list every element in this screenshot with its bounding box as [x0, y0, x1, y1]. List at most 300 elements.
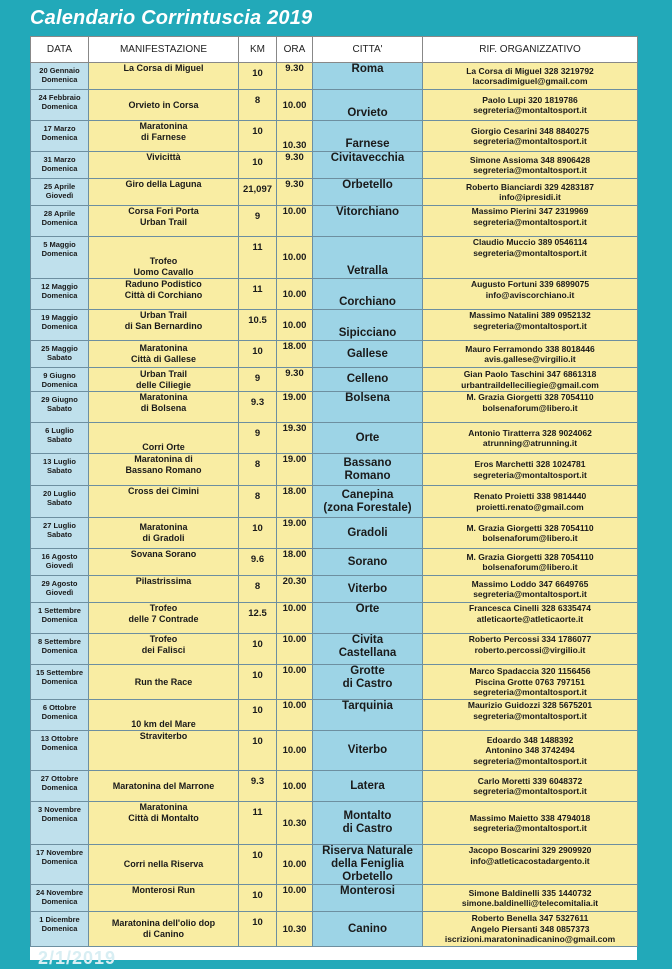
- event-cell: [89, 454, 239, 486]
- city-cell: [313, 90, 423, 121]
- cell-line: M. Grazia Giorgetti 328 7054110: [466, 551, 594, 562]
- cell-line: Eros Marchetti 328 1024781: [474, 459, 586, 469]
- cell-line: Domenica: [41, 712, 78, 721]
- cell-line: Bassano Romano: [125, 465, 202, 475]
- cell-line: Corsa Fori Porta: [128, 206, 199, 216]
- organizer-cell: [423, 121, 638, 152]
- cell-line: Orvieto in Corsa: [128, 99, 199, 110]
- km-cell: 8: [239, 486, 277, 518]
- date-cell: [31, 121, 89, 152]
- date-cell: [31, 634, 89, 665]
- date-cell: [31, 368, 89, 392]
- cell-line: Sabato: [46, 498, 72, 507]
- table-row: [31, 576, 638, 603]
- event-cell: [89, 90, 239, 121]
- cell-line: Corri Orte: [142, 442, 185, 452]
- cell-line: Urban Trail: [139, 310, 187, 320]
- cell-line: Romano: [344, 469, 391, 482]
- cell-line: segreteria@montaltosport.it: [473, 247, 587, 258]
- organizer-cell: [423, 603, 638, 634]
- date-cell: [31, 341, 89, 368]
- km-cell: 10: [239, 341, 277, 368]
- city-cell: [313, 423, 423, 454]
- cell-line: 1 Settembre: [38, 606, 81, 615]
- cell-line: Jacopo Boscarini 329 2909920: [468, 845, 592, 855]
- header-organizer: RIF. ORGANIZZATIVO: [423, 37, 638, 63]
- cell-line: Edoardo 348 1488392: [486, 734, 574, 745]
- cell-line: segreteria@montaltosport.it: [473, 786, 587, 796]
- cell-line: Latera: [350, 779, 385, 792]
- table-row: [31, 341, 638, 368]
- cell-line: Canepina: [341, 488, 394, 501]
- city-cell: [313, 731, 423, 771]
- cell-line: Domenica: [41, 783, 78, 792]
- cell-line: Bassano: [343, 456, 392, 469]
- date-cell: [31, 423, 89, 454]
- cell-line: Sipicciano: [338, 327, 397, 339]
- cell-line: Domenica: [41, 814, 78, 823]
- km-cell: 8: [239, 454, 277, 486]
- cell-line: proietti.renato@gmail.com: [476, 501, 584, 512]
- cell-line: Farnese: [345, 138, 390, 150]
- table-row: [31, 392, 638, 423]
- header-row: [31, 37, 638, 63]
- cell-line: Maratonina dell'olio dop: [111, 918, 216, 928]
- organizer-cell: [423, 392, 638, 423]
- cell-line: Domenica: [41, 75, 78, 84]
- event-cell: [89, 206, 239, 237]
- cell-line: segreteria@montaltosport.it: [473, 216, 587, 227]
- cell-line: Augusto Fortuni 339 6899075: [470, 279, 590, 289]
- organizer-cell: [423, 845, 638, 885]
- cell-line: dei Falisci: [141, 645, 186, 655]
- cell-line: lacorsadimiguel@gmail.com: [472, 76, 588, 86]
- cell-line: Domenica: [41, 743, 78, 752]
- cell-line: segreteria@montaltosport.it: [473, 710, 587, 721]
- cell-line: (zona Forestale): [323, 501, 412, 514]
- cell-line: iscrizioni.maratoninadicanino@gmail.com: [444, 934, 616, 945]
- cell-line: Simone Assioma 348 8906428: [469, 154, 591, 165]
- organizer-cell: [423, 423, 638, 454]
- time-cell: 9.30: [277, 368, 313, 392]
- cell-line: Giovedì: [45, 561, 74, 570]
- cell-line: Sabato: [46, 530, 72, 539]
- time-cell: 10.00: [277, 603, 313, 634]
- cell-line: di Castro: [342, 678, 393, 690]
- cell-line: Vetralla: [347, 265, 388, 277]
- date-cell: [31, 912, 89, 947]
- date-cell: [31, 454, 89, 486]
- organizer-cell: [423, 549, 638, 576]
- city-cell: [313, 634, 423, 665]
- date-cell: [31, 576, 89, 603]
- time-cell: 10.00: [277, 90, 313, 121]
- calendar-sheet: [30, 36, 637, 960]
- cell-line: Vitorchiano: [335, 206, 400, 218]
- date-cell: [31, 771, 89, 802]
- km-cell: 11: [239, 802, 277, 845]
- organizer-cell: [423, 237, 638, 279]
- cell-line: Giro della Laguna: [125, 179, 202, 189]
- footer-date: 2/1/2019: [38, 948, 117, 968]
- km-cell: 10: [239, 885, 277, 912]
- event-cell: [89, 368, 239, 392]
- cell-line: urbantraildelleciliegie@gmail.com: [461, 379, 599, 390]
- table-row: [31, 700, 638, 731]
- cell-line: Viterbo: [347, 582, 388, 595]
- cell-line: Maratonina: [139, 522, 188, 532]
- cell-line: 24 Febbraio: [38, 93, 81, 102]
- table-row: [31, 603, 638, 634]
- event-cell: [89, 845, 239, 885]
- cell-line: delle 7 Contrade: [128, 614, 199, 624]
- event-cell: [89, 152, 239, 179]
- cell-line: bolsenaforum@libero.it: [482, 562, 578, 572]
- km-cell: 9: [239, 423, 277, 454]
- cell-line: segreteria@montaltosport.it: [473, 469, 587, 480]
- city-cell: [313, 206, 423, 237]
- cell-line: Domenica: [41, 857, 78, 866]
- cell-line: Trofeo: [149, 634, 178, 644]
- cell-line: Corchiano: [339, 296, 396, 308]
- date-cell: [31, 90, 89, 121]
- cell-line: Massimo Loddo 347 6649765: [471, 578, 589, 589]
- organizer-cell: [423, 700, 638, 731]
- cell-line: info@aviscorchiano.it: [485, 289, 575, 300]
- table-row: [31, 237, 638, 279]
- city-cell: [313, 179, 423, 206]
- time-cell: 18.00: [277, 486, 313, 518]
- cell-line: Domenica: [41, 380, 78, 389]
- date-cell: [31, 845, 89, 885]
- table-row: [31, 885, 638, 912]
- organizer-cell: [423, 454, 638, 486]
- cell-line: 29 Agosto: [41, 579, 78, 588]
- table-row: [31, 731, 638, 771]
- cell-line: Roberto Percossi 334 1786077: [468, 634, 592, 644]
- time-cell: 19.30: [277, 423, 313, 454]
- km-cell: 9: [239, 206, 277, 237]
- event-cell: [89, 802, 239, 845]
- organizer-cell: [423, 368, 638, 392]
- km-cell: 9.3: [239, 392, 277, 423]
- organizer-cell: [423, 310, 638, 341]
- km-cell: 10: [239, 121, 277, 152]
- cell-line: Renato Proietti 338 9814440: [473, 491, 587, 501]
- cell-line: avis.gallese@virgilio.it: [484, 354, 576, 364]
- cell-line: Monterosi Run: [132, 885, 195, 895]
- km-cell: 12.5: [239, 603, 277, 634]
- organizer-cell: [423, 665, 638, 700]
- table-row: [31, 454, 638, 486]
- event-cell: [89, 885, 239, 912]
- cell-line: Vivicittà: [146, 152, 181, 162]
- date-cell: [31, 549, 89, 576]
- event-cell: [89, 237, 239, 279]
- table-row: [31, 179, 638, 206]
- cell-line: 3 Novembre: [38, 805, 81, 814]
- cell-line: Castellana: [338, 647, 397, 659]
- km-cell: 10: [239, 665, 277, 700]
- organizer-cell: [423, 576, 638, 603]
- cell-line: simone.baldinelli@telecomitalia.it: [461, 898, 599, 908]
- cell-line: Città di Montalto: [128, 813, 199, 823]
- table-row: [31, 518, 638, 549]
- event-cell: [89, 912, 239, 947]
- organizer-cell: [423, 63, 638, 90]
- date-cell: [31, 802, 89, 845]
- cell-line: La Corsa di Miguel: [123, 63, 204, 73]
- event-cell: [89, 576, 239, 603]
- cell-line: Giorgio Cesarini 348 8840275: [470, 125, 590, 136]
- city-cell: [313, 518, 423, 549]
- cell-line: roberto.percossi@virgilio.it: [474, 644, 586, 655]
- cell-line: Città di Gallese: [130, 354, 197, 364]
- cell-line: Trofeo: [149, 256, 178, 266]
- cell-line: Roberto Benella 347 5327611: [471, 913, 589, 924]
- cell-line: Civitavecchia: [330, 152, 405, 164]
- event-cell: [89, 486, 239, 518]
- table-row: [31, 152, 638, 179]
- table-row: [31, 802, 638, 845]
- city-cell: [313, 279, 423, 310]
- time-cell: 18.00: [277, 341, 313, 368]
- cell-line: 24 Novembre: [35, 888, 84, 897]
- km-cell: 10: [239, 845, 277, 885]
- cell-line: Orte: [355, 431, 380, 444]
- cell-line: Orvieto: [347, 107, 388, 119]
- cell-line: Roberto Bianciardi 329 4283187: [465, 181, 595, 192]
- time-cell: 10.00: [277, 279, 313, 310]
- time-cell: 9.30: [277, 63, 313, 90]
- cell-line: Domenica: [41, 897, 78, 906]
- time-cell: 10.30: [277, 912, 313, 947]
- cell-line: Gian Paolo Taschini 347 6861318: [463, 369, 597, 379]
- event-cell: [89, 310, 239, 341]
- time-cell: 10.00: [277, 237, 313, 279]
- cell-line: 27 Luglio: [43, 521, 76, 530]
- cell-line: La Corsa di Miguel 328 3219792: [466, 65, 594, 76]
- city-cell: [313, 665, 423, 700]
- cell-line: segreteria@montaltosport.it: [473, 589, 587, 599]
- cell-line: 13 Luglio: [43, 457, 76, 466]
- cell-line: Raduno Podistico: [125, 279, 202, 289]
- table-row: [31, 310, 638, 341]
- cell-line: Orbetello: [342, 871, 393, 883]
- km-cell: 10: [239, 912, 277, 947]
- cell-line: Domenica: [41, 291, 78, 300]
- cell-line: Bolsena: [345, 392, 390, 404]
- city-cell: [313, 885, 423, 912]
- cell-line: Maratonina: [139, 121, 188, 131]
- cell-line: Straviterbo: [139, 731, 188, 741]
- table-row: [31, 121, 638, 152]
- time-cell: 10.00: [277, 771, 313, 802]
- cell-line: Mauro Ferramondo 338 8018446: [465, 343, 595, 354]
- cell-line: segreteria@montaltosport.it: [473, 823, 587, 833]
- cell-line: Riserva Naturale: [322, 845, 413, 857]
- date-cell: [31, 885, 89, 912]
- cell-line: Maratonina di: [134, 454, 193, 464]
- time-cell: 10.00: [277, 885, 313, 912]
- cell-line: 8 Settembre: [38, 637, 81, 646]
- cell-line: Urban Trail: [139, 217, 187, 227]
- cell-line: Giovedì: [45, 588, 74, 597]
- cell-line: 15 Settembre: [35, 668, 84, 677]
- cell-line: Paolo Lupi 320 1819786: [482, 94, 578, 105]
- cell-line: Orte: [355, 603, 380, 615]
- cell-line: 6 Luglio: [45, 426, 74, 435]
- cell-line: di Gradoli: [142, 533, 185, 543]
- cell-line: Claudio Muccio 389 0546114: [472, 237, 588, 247]
- cell-line: Sovana Sorano: [130, 549, 197, 559]
- km-cell: 10: [239, 634, 277, 665]
- time-cell: 18.00: [277, 549, 313, 576]
- cell-line: Massimo Maietto 338 4794018: [469, 812, 591, 823]
- date-cell: [31, 237, 89, 279]
- event-cell: [89, 518, 239, 549]
- table-row: [31, 279, 638, 310]
- city-cell: [313, 368, 423, 392]
- cell-line: Sabato: [46, 404, 72, 413]
- km-cell: 9.6: [239, 549, 277, 576]
- time-cell: 10.00: [277, 731, 313, 771]
- date-cell: [31, 665, 89, 700]
- table-row: [31, 206, 638, 237]
- cell-line: di Castro: [342, 823, 393, 835]
- time-cell: 19.00: [277, 392, 313, 423]
- cell-line: Marco Spadaccia 320 1156456: [469, 666, 591, 677]
- cell-line: 17 Novembre: [35, 848, 84, 857]
- event-cell: [89, 771, 239, 802]
- cell-line: Massimo Pierini 347 2319969: [471, 206, 589, 216]
- cell-line: segreteria@montaltosport.it: [473, 136, 587, 146]
- cell-line: segreteria@montaltosport.it: [473, 165, 587, 175]
- km-cell: 8: [239, 576, 277, 603]
- organizer-cell: [423, 885, 638, 912]
- cell-line: 28 Aprile: [43, 209, 76, 218]
- header-event: MANIFESTAZIONE: [89, 37, 239, 63]
- cell-line: Domenica: [41, 164, 78, 173]
- event-cell: [89, 341, 239, 368]
- calendar-table: [30, 36, 638, 947]
- event-cell: [89, 700, 239, 731]
- cell-line: Sabato: [46, 353, 72, 362]
- cell-line: 31 Marzo: [43, 155, 76, 164]
- table-row: [31, 368, 638, 392]
- cell-line: 5 Maggio: [43, 240, 76, 249]
- cell-line: Piscina Grotte 0763 797151: [475, 676, 585, 687]
- time-cell: 9.30: [277, 152, 313, 179]
- table-row: [31, 771, 638, 802]
- cell-line: Uomo Cavallo: [133, 267, 194, 277]
- city-cell: [313, 341, 423, 368]
- organizer-cell: [423, 90, 638, 121]
- cell-line: Pilastrissima: [135, 576, 192, 586]
- cell-line: Monterosi: [340, 885, 395, 897]
- km-cell: 9.3: [239, 771, 277, 802]
- cell-line: Orbetello: [342, 179, 393, 191]
- cell-line: Gallese: [347, 347, 388, 360]
- cell-line: 13 Ottobre: [40, 734, 79, 743]
- organizer-cell: [423, 912, 638, 947]
- cell-line: Sabato: [46, 466, 72, 475]
- cell-line: Domenica: [41, 102, 78, 111]
- km-cell: 10.5: [239, 310, 277, 341]
- time-cell: 10.00: [277, 700, 313, 731]
- cell-line: Maurizio Guidozzi 328 5675201: [467, 700, 593, 710]
- cell-line: di Farnese: [140, 132, 187, 142]
- organizer-cell: [423, 341, 638, 368]
- cell-line: Domenica: [41, 924, 78, 933]
- event-cell: [89, 634, 239, 665]
- event-cell: [89, 392, 239, 423]
- cell-line: 6 Ottobre: [42, 703, 77, 712]
- cell-line: segreteria@montaltosport.it: [473, 687, 587, 698]
- cell-line: Corri nella Riserva: [123, 859, 204, 869]
- table-row: [31, 423, 638, 454]
- cell-line: di Bolsena: [140, 403, 187, 413]
- cell-line: Gradoli: [347, 526, 388, 539]
- organizer-cell: [423, 634, 638, 665]
- cell-line: 25 Maggio: [41, 344, 78, 353]
- table-row: [31, 665, 638, 700]
- organizer-cell: [423, 206, 638, 237]
- city-cell: [313, 700, 423, 731]
- cell-line: 19 Maggio: [41, 313, 78, 322]
- time-cell: 20.30: [277, 576, 313, 603]
- time-cell: 9.30: [277, 179, 313, 206]
- cell-line: Roma: [351, 63, 384, 75]
- cell-line: di San Bernardino: [124, 321, 203, 331]
- time-cell: 10.30: [277, 802, 313, 845]
- km-cell: 11: [239, 237, 277, 279]
- page-title: Calendario Corrintuscia 2019: [30, 7, 313, 29]
- table-row: [31, 912, 638, 947]
- cell-line: M. Grazia Giorgetti 328 7054110: [466, 392, 594, 402]
- km-cell: 10: [239, 152, 277, 179]
- cell-line: di Canino: [143, 929, 184, 939]
- km-cell: 10: [239, 731, 277, 771]
- organizer-cell: [423, 771, 638, 802]
- organizer-cell: [423, 731, 638, 771]
- cell-line: Antonino 348 3742494: [485, 745, 575, 756]
- cell-line: Grotte: [350, 665, 385, 677]
- organizer-cell: [423, 802, 638, 845]
- date-cell: [31, 279, 89, 310]
- cell-line: segreteria@montaltosport.it: [473, 105, 587, 115]
- time-cell: 10.00: [277, 634, 313, 665]
- cell-line: Maratonina: [139, 802, 188, 812]
- cell-line: Sabato: [46, 435, 72, 444]
- date-cell: [31, 63, 89, 90]
- time-cell: 19.00: [277, 454, 313, 486]
- cell-line: 16 Agosto: [41, 552, 78, 561]
- event-cell: [89, 121, 239, 152]
- city-cell: [313, 152, 423, 179]
- time-cell: 10.30: [277, 121, 313, 152]
- event-cell: [89, 63, 239, 90]
- km-cell: 8: [239, 90, 277, 121]
- organizer-cell: [423, 486, 638, 518]
- cell-line: Antonio Tiratterra 328 9024062: [468, 427, 592, 438]
- header-km: KM: [239, 37, 277, 63]
- event-cell: [89, 423, 239, 454]
- date-cell: [31, 392, 89, 423]
- event-cell: [89, 179, 239, 206]
- cell-line: Simone Baldinelli 335 1440732: [468, 887, 592, 898]
- city-cell: [313, 121, 423, 152]
